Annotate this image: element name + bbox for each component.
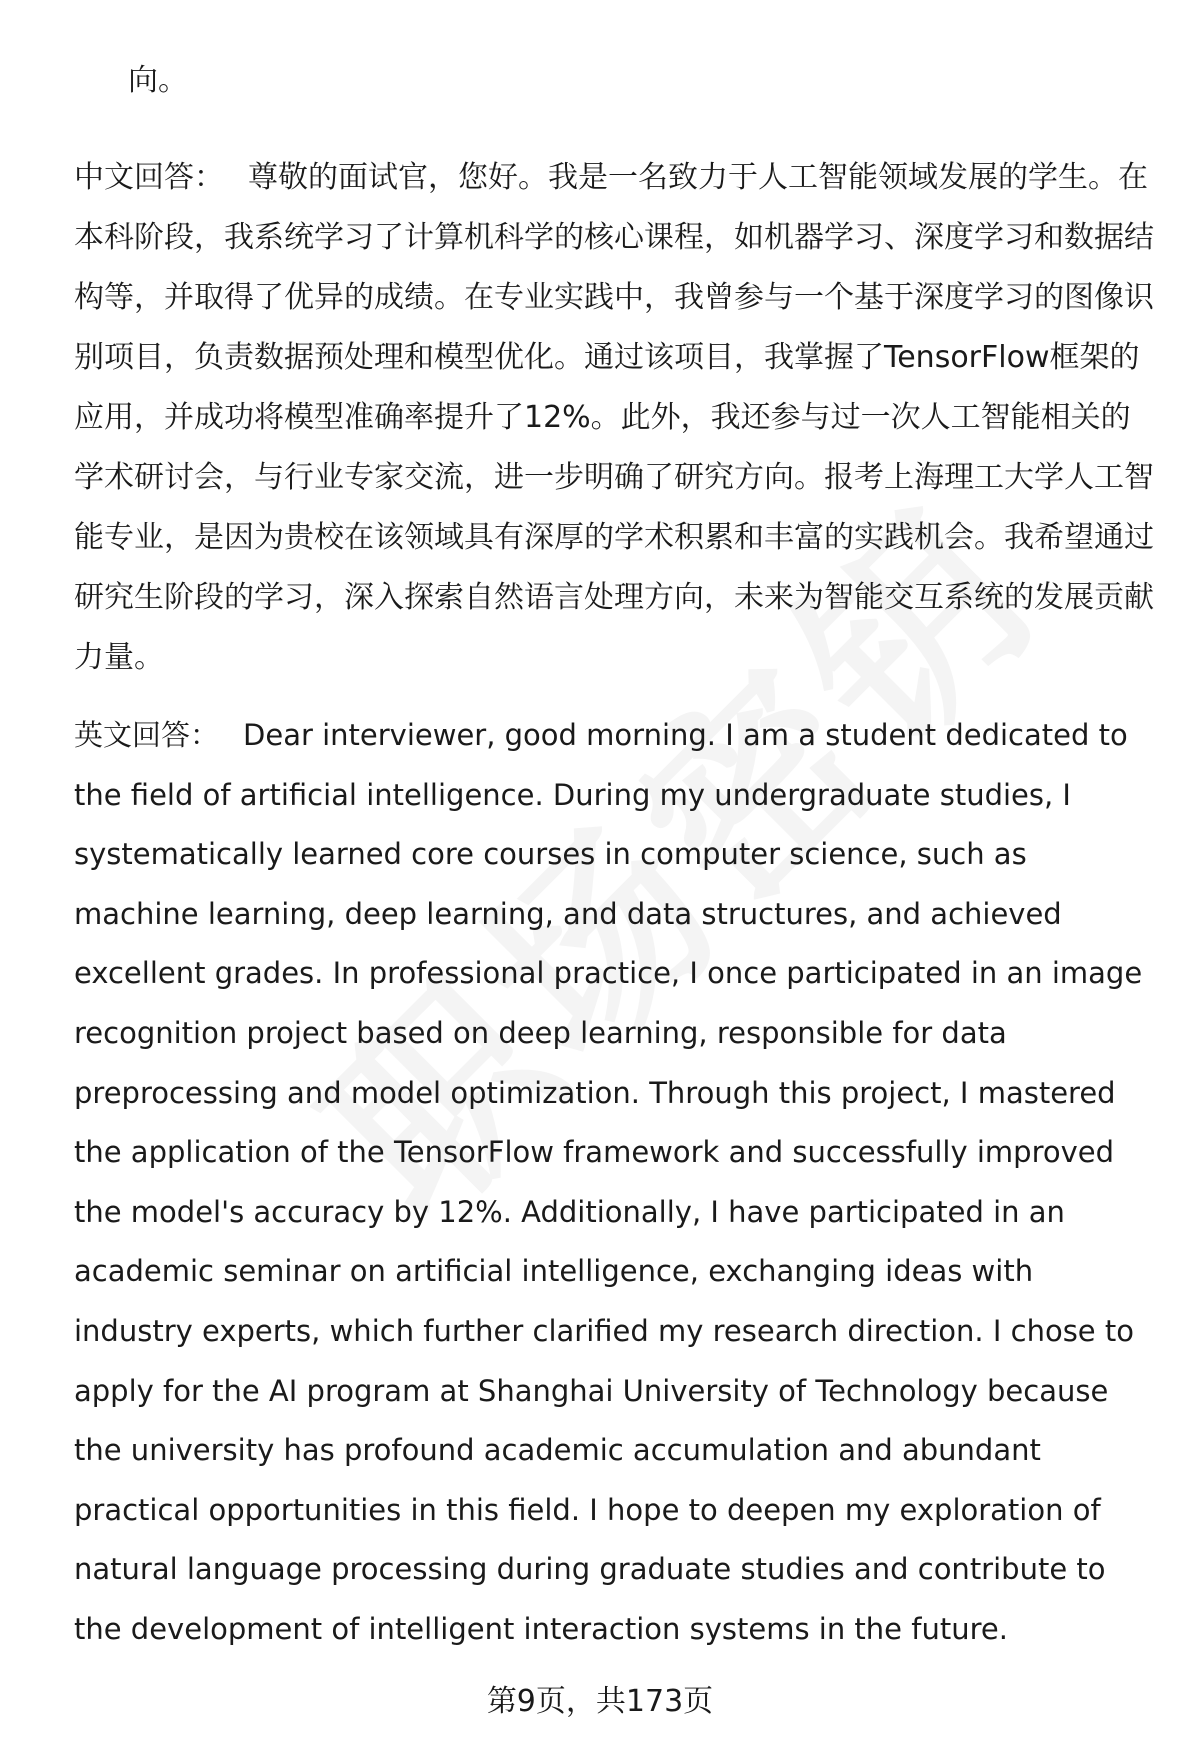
continuation-text: 向。: [128, 63, 188, 98]
chinese-answer-text: 尊敬的面试官，您好。我是一名致力于人工智能领域发展的学生。在本科阶段，我系统学习了计算机科学的核心课程，如机器学习、深度学习和数据结构等，并取得了优异的成绩。在专业实践中，我曾参与一个基于深度学习的图像识别项目，负责数据预处理和模型优化。通过该项目，我掌握了TensorFlow框架的应用，并成功将模型准确率提升了12%。此外，我还参与过一次人工智能相关的学术研讨会，与行业专家交流，进一步明确了研究方向。报考上海理工大学人工智能专业，是因为贵校在该领域具有深厚的学术积累和丰富的实践机会。我希望通过研究生阶段的学习，深入探索自然语言处理方向，未来为智能交互系统的发展贡献力量。: [74, 160, 1154, 675]
english-answer-text: Dear interviewer, good morning. I am a student dedicated to the field of artificial intelligence. During my undergraduate studies, I systematically learned core courses in computer science, such as machine learning, deep learning, and data structures, and achieved excellent grades. In professional practice, I once participated in an image recognition project based on deep learning, responsible for data preprocessing and model optimization. Through this project, I mastered the application of the TensorFlow framework and successfully improved the model's accuracy by 12%. Additionally, I have participated in an academic seminar on artificial intelligence, exchanging ideas with industry experts, which further clarified my research direction. I chose to apply for the AI program at Shanghai University of Technology because the university has profound academic accumulation and abundant practical opportunities in this field. I hope to deepen my exploration of natural language processing during graduate studies and contribute to the development of intelligent interaction systems in the future.: [74, 718, 1143, 1646]
english-answer-paragraph: [74, 706, 1154, 1660]
english-answer-label: 英文回答：: [74, 718, 220, 752]
chinese-answer-paragraph: [74, 148, 1154, 688]
chinese-answer-label: 中文回答：: [74, 160, 224, 195]
page-number-footer: 第9页，共173页: [486, 1684, 714, 1719]
